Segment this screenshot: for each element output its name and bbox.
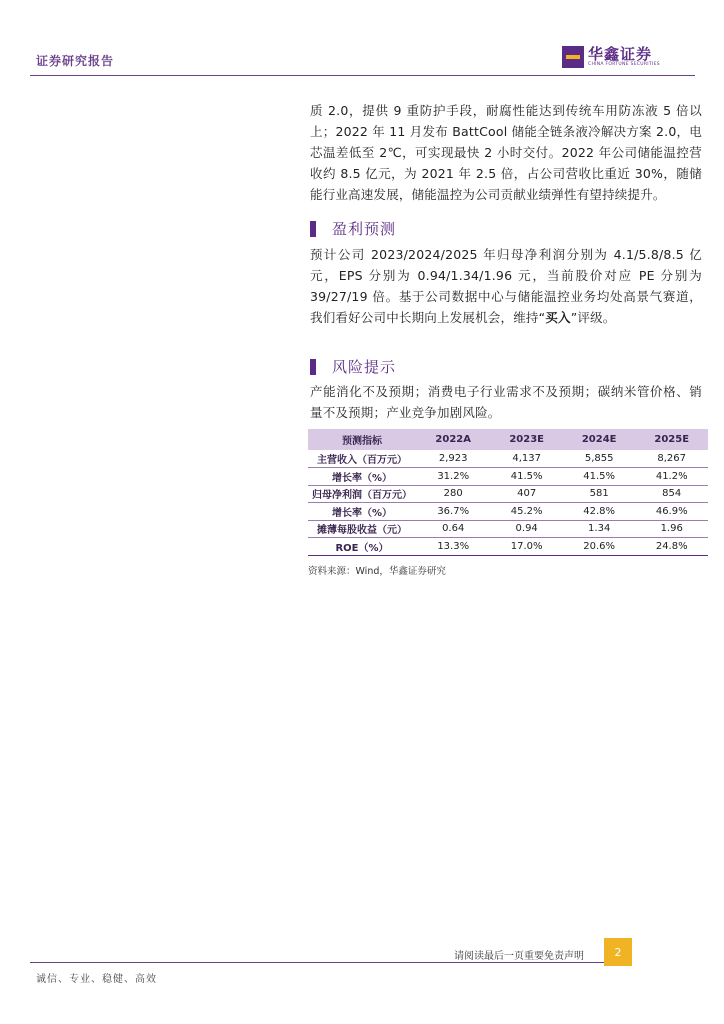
section-heading-risk <box>310 356 396 377</box>
table-header-cell: 2025E <box>635 429 708 450</box>
paragraph-profit-forecast <box>310 244 702 328</box>
table-cell: 46.9% <box>655 505 688 517</box>
table-row <box>308 520 708 538</box>
table-cell: 42.8% <box>583 505 616 517</box>
report-type-title: 证券研究报告 <box>36 54 115 68</box>
table-cell: 2,923 <box>438 453 468 464</box>
table-cell: 581 <box>589 488 609 500</box>
section-heading-label: 盈利预测 <box>332 220 397 238</box>
table-row <box>308 503 708 521</box>
table-cell: 1.96 <box>660 523 683 535</box>
table-row <box>308 538 708 556</box>
logo-mark-icon <box>562 46 584 68</box>
row-label: 摊薄每股收益（元） <box>317 525 407 537</box>
table-cell: 8,267 <box>657 453 687 464</box>
section-heading-label: 风险提示 <box>332 358 397 376</box>
section-marker-icon <box>310 221 316 237</box>
table-cell: 41.2% <box>655 470 688 482</box>
table-cell: 280 <box>443 488 463 500</box>
paragraph-risk: 产能消化不及预期；消费电子行业需求不及预期；碳纳米管价格、销量不及预期；产业竞争加剧风险。 <box>310 384 702 420</box>
header-divider <box>30 75 695 76</box>
row-label: 主营收入（百万元） <box>317 455 407 466</box>
table-cell: 31.2% <box>437 470 470 482</box>
table-cell: 41.5% <box>510 470 543 482</box>
section-heading-profit-forecast <box>310 218 396 239</box>
table-cell: 13.3% <box>437 540 470 552</box>
logo-name-cn: 华鑫证券 <box>588 45 653 63</box>
section-marker-icon <box>310 359 316 375</box>
table-cell: 1.34 <box>588 523 611 535</box>
profit-forecast-text: 预计公司 2023/2024/2025 年归母净利润分别为 4.1/5.8/8.5 亿元，EPS 分别为 0.94/1.34/1.96 元，当前股价对应 PE 分别为 39/27/19 倍。基于公司数据中心与储能温控业务均处高景气赛道，我们看好公司中长期向上发展机会，维持“ <box>310 247 702 325</box>
row-label: ROE（%） <box>335 542 389 554</box>
table-row <box>308 485 708 503</box>
footer-motto: 诚信、专业、稳健、高效 <box>36 974 157 985</box>
table-header-cell: 预测指标 <box>308 429 416 450</box>
company-logo <box>562 46 660 68</box>
table-cell: 24.8% <box>655 540 688 552</box>
table-header-cell: 2024E <box>563 429 636 450</box>
paragraph-temperature-control: 质 2.0，提供 9 重防护手段，耐腐性能达到传统车用防冻液 5 倍以上；2022 年 11 月发布 BattCool 储能全链条液冷解决方案 2.0，电芯温差低至 2℃，可实现最快 2 小时交付。2022 年公司储能温控营收约 8.5 亿元，为 2021 年 2.5 倍，占公司营收比重近 30%，随储能行业高速发展，储能温控为公司贡献业绩弹性有望持续提升。 <box>310 103 702 202</box>
table-header-row <box>308 429 708 450</box>
page-number: 2 <box>604 938 632 966</box>
table-cell: 0.94 <box>515 523 538 535</box>
profit-forecast-tail: ”评级。 <box>570 310 616 325</box>
table-cell: 854 <box>662 488 682 500</box>
table-cell: 0.64 <box>442 523 465 535</box>
table-cell: 41.5% <box>583 470 616 482</box>
table-cell: 407 <box>517 488 537 500</box>
table-cell: 45.2% <box>510 505 543 517</box>
row-label: 增长率（%） <box>331 507 393 519</box>
logo-name-en: CHINA FORTUNE SECURITIES <box>588 62 660 67</box>
table-cell: 4,137 <box>512 453 541 464</box>
row-label: 增长率（%） <box>331 472 393 484</box>
table-cell: 5,855 <box>584 453 614 464</box>
table-row <box>308 468 708 486</box>
rating-text: 买入 <box>545 310 571 325</box>
table-row <box>308 450 708 468</box>
table-cell: 17.0% <box>510 540 543 552</box>
forecast-table <box>308 429 708 556</box>
table-source-note: 资料来源：Wind，华鑫证券研究 <box>308 566 446 577</box>
table-header-cell: 2022A <box>416 429 490 450</box>
table-cell: 20.6% <box>583 540 616 552</box>
table-cell: 36.7% <box>437 505 470 517</box>
row-label: 归母净利润（百万元） <box>312 490 412 502</box>
footer-divider <box>30 962 604 963</box>
table-header-cell: 2023E <box>490 429 563 450</box>
footer-disclaimer-link[interactable]: 请阅读最后一页重要免责声明 <box>454 951 584 962</box>
